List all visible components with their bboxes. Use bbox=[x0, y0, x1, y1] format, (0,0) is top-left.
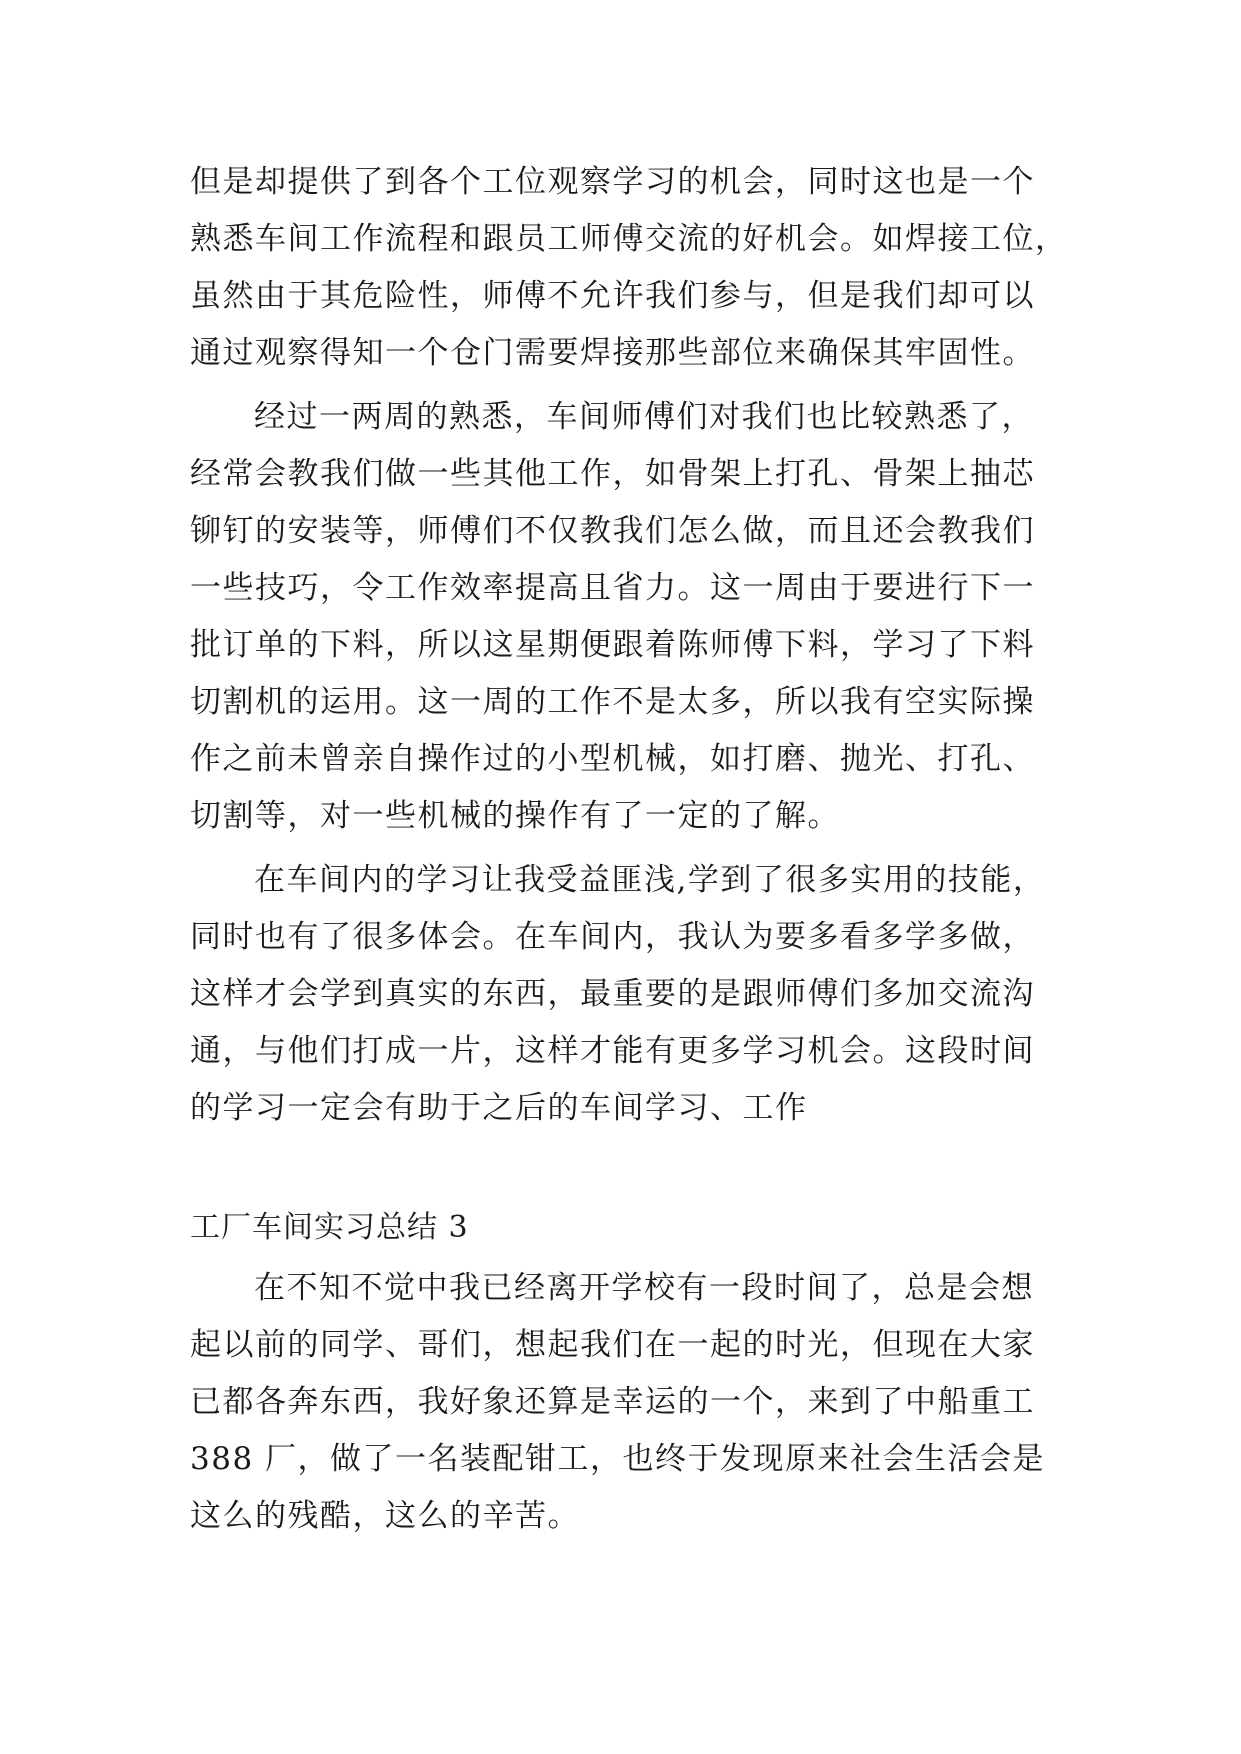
text-line: 这么的残酷，这么的辛苦。 bbox=[190, 1498, 580, 1534]
section-heading: 工厂车间实习总结 3 bbox=[190, 1210, 469, 1245]
text-line: 虽然由于其危险性，师傅不允许我们参与，但是我们却可以 bbox=[190, 278, 1035, 314]
text-line: 作之前未曾亲自操作过的小型机械，如打磨、抛光、打孔、 bbox=[190, 741, 1035, 777]
text-line: 的学习一定会有助于之后的车间学习、工作 bbox=[190, 1090, 808, 1126]
text-line: 经常会教我们做一些其他工作，如骨架上打孔、骨架上抽芯 bbox=[190, 456, 1035, 492]
paragraph-first-line: 在车间内的学习让我受益匪浅,学到了很多实用的技能， bbox=[254, 862, 1046, 898]
text-line: 切割等，对一些机械的操作有了一定的了解。 bbox=[190, 798, 840, 834]
paragraph-first-line: 在不知不觉中我已经离开学校有一段时间了，总是会想 bbox=[254, 1270, 1034, 1306]
text-line: 通，与他们打成一片，这样才能有更多学习机会。这段时间 bbox=[190, 1033, 1035, 1069]
text-line: 起以前的同学、哥们，想起我们在一起的时光，但现在大家 bbox=[190, 1327, 1035, 1363]
text-line: 已都各奔东西，我好象还算是幸运的一个，来到了中船重工 bbox=[190, 1384, 1035, 1420]
text-line: 同时也有了很多体会。在车间内，我认为要多看多学多做， bbox=[190, 919, 1035, 955]
text-line: 切割机的运用。这一周的工作不是太多，所以我有空实际操 bbox=[190, 684, 1035, 720]
text-line: 铆钉的安装等，师傅们不仅教我们怎么做，而且还会教我们 bbox=[190, 513, 1035, 549]
text-line: 388 厂，做了一名装配钳工，也终于发现原来社会生活会是 bbox=[190, 1441, 1046, 1477]
text-line: 但是却提供了到各个工位观察学习的机会，同时这也是一个 bbox=[190, 164, 1035, 200]
text-line: 批订单的下料，所以这星期便跟着陈师傅下料，学习了下料 bbox=[190, 627, 1035, 663]
text-line: 一些技巧，令工作效率提高且省力。这一周由于要进行下一 bbox=[190, 570, 1035, 606]
text-line: 这样才会学到真实的东西，最重要的是跟师傅们多加交流沟 bbox=[190, 976, 1035, 1012]
text-line: 熟悉车间工作流程和跟员工师傅交流的好机会。如焊接工位， bbox=[190, 221, 1068, 257]
paragraph-first-line: 经过一两周的熟悉，车间师傅们对我们也比较熟悉了， bbox=[254, 399, 1034, 435]
text-line: 通过观察得知一个仓门需要焊接那些部位来确保其牢固性。 bbox=[190, 335, 1035, 371]
